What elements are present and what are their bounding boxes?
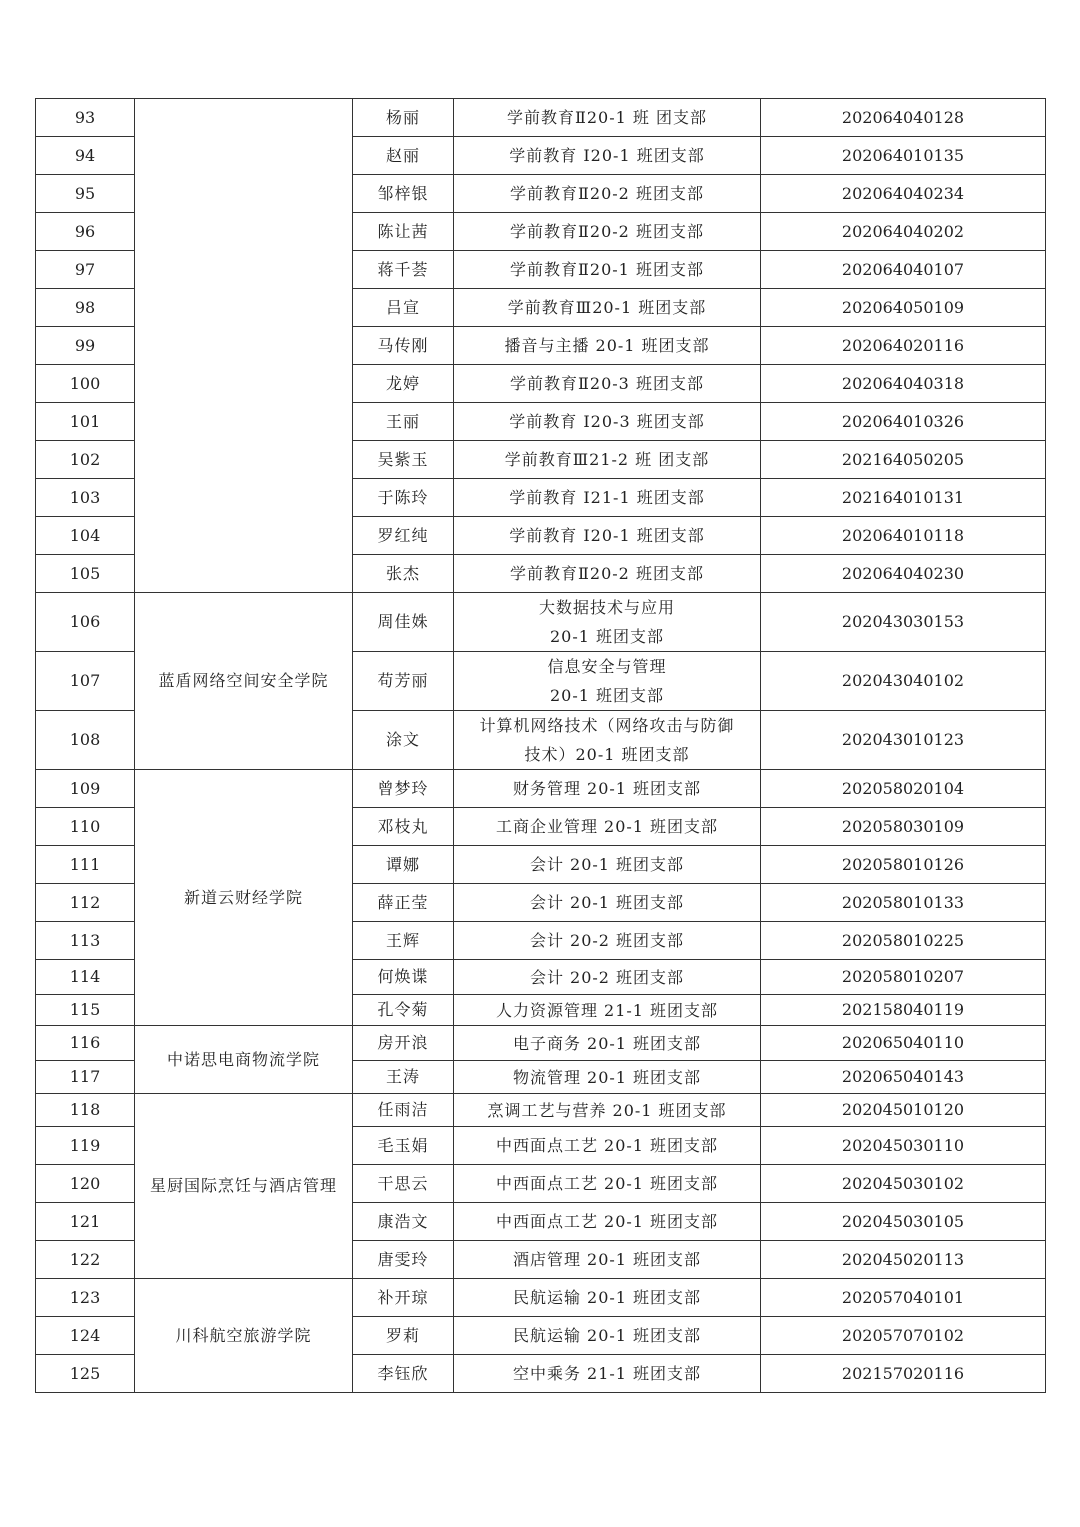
row-number: 113 (36, 922, 135, 960)
row-number: 99 (36, 327, 135, 365)
student-name: 房开浪 (353, 1026, 454, 1061)
student-id: 202045030102 (761, 1165, 1046, 1203)
table-row (36, 99, 1046, 137)
row-number: 100 (36, 365, 135, 403)
class-branch: 会计 20-2 班团支部 (454, 960, 761, 995)
student-id: 202065040143 (761, 1061, 1046, 1094)
table-row (36, 593, 1046, 652)
college-cell: 新道云财经学院 (135, 770, 353, 1026)
college-cell: 星厨国际烹饪与酒店管理 (135, 1094, 353, 1279)
student-id: 202058010207 (761, 960, 1046, 995)
class-branch: 中西面点工艺 20-1 班团支部 (454, 1127, 761, 1165)
student-id: 202064050109 (761, 289, 1046, 327)
class-branch: 信息安全与管理 20-1 班团支部 (454, 652, 761, 711)
student-name: 曾梦玲 (353, 770, 454, 808)
student-name: 陈让茜 (353, 213, 454, 251)
student-name: 吴紫玉 (353, 441, 454, 479)
row-number: 106 (36, 593, 135, 652)
student-id: 202058010133 (761, 884, 1046, 922)
student-id: 202064010326 (761, 403, 1046, 441)
class-branch: 学前教育 I20-3 班团支部 (454, 403, 761, 441)
student-id: 202058010225 (761, 922, 1046, 960)
class-branch: 学前教育Ⅱ20-2 班团支部 (454, 175, 761, 213)
student-name: 于陈玲 (353, 479, 454, 517)
row-number: 94 (36, 137, 135, 175)
student-name: 何焕谍 (353, 960, 454, 995)
student-name: 涂文 (353, 711, 454, 770)
student-name: 蒋千荟 (353, 251, 454, 289)
class-branch: 财务管理 20-1 班团支部 (454, 770, 761, 808)
student-id: 202045030110 (761, 1127, 1046, 1165)
class-branch: 民航运输 20-1 班团支部 (454, 1279, 761, 1317)
row-number: 109 (36, 770, 135, 808)
class-branch: 学前教育Ⅱ20-2 班团支部 (454, 213, 761, 251)
student-name: 谭娜 (353, 846, 454, 884)
student-id: 202045010120 (761, 1094, 1046, 1127)
student-id: 202064020116 (761, 327, 1046, 365)
student-name: 王涛 (353, 1061, 454, 1094)
student-id: 202058030109 (761, 808, 1046, 846)
student-id: 202043030153 (761, 593, 1046, 652)
student-name: 苟芳丽 (353, 652, 454, 711)
row-number: 104 (36, 517, 135, 555)
student-id: 202157020116 (761, 1355, 1046, 1393)
row-number: 93 (36, 99, 135, 137)
student-id: 202045030105 (761, 1203, 1046, 1241)
row-number: 118 (36, 1094, 135, 1127)
class-branch: 学前教育 I20-1 班团支部 (454, 517, 761, 555)
row-number: 120 (36, 1165, 135, 1203)
table-row (36, 1094, 1046, 1127)
class-branch: 会计 20-1 班团支部 (454, 884, 761, 922)
student-name: 孔令菊 (353, 995, 454, 1026)
student-name: 薛正莹 (353, 884, 454, 922)
row-number: 107 (36, 652, 135, 711)
student-id: 202158040119 (761, 995, 1046, 1026)
student-name: 邓枝丸 (353, 808, 454, 846)
student-id: 202043010123 (761, 711, 1046, 770)
row-number: 102 (36, 441, 135, 479)
student-id: 202065040110 (761, 1026, 1046, 1061)
student-id: 202064040230 (761, 555, 1046, 593)
class-branch: 学前教育Ⅱ20-1 班团支部 (454, 251, 761, 289)
table-row (36, 770, 1046, 808)
class-branch: 空中乘务 21-1 班团支部 (454, 1355, 761, 1393)
class-branch: 学前教育Ⅲ20-1 班团支部 (454, 289, 761, 327)
row-number: 116 (36, 1026, 135, 1061)
college-cell: 中诺思电商物流学院 (135, 1026, 353, 1094)
student-id: 202064040202 (761, 213, 1046, 251)
class-branch: 学前教育 I20-1 班团支部 (454, 137, 761, 175)
row-number: 97 (36, 251, 135, 289)
class-branch: 播音与主播 20-1 班团支部 (454, 327, 761, 365)
college-cell: 川科航空旅游学院 (135, 1279, 353, 1393)
college-cell (135, 99, 353, 593)
class-branch: 物流管理 20-1 班团支部 (454, 1061, 761, 1094)
class-branch: 会计 20-1 班团支部 (454, 846, 761, 884)
row-number: 101 (36, 403, 135, 441)
table-row (36, 1026, 1046, 1061)
row-number: 122 (36, 1241, 135, 1279)
class-branch: 中西面点工艺 20-1 班团支部 (454, 1165, 761, 1203)
student-id: 202064010135 (761, 137, 1046, 175)
student-name: 吕宣 (353, 289, 454, 327)
student-id: 202064040318 (761, 365, 1046, 403)
student-name: 龙婷 (353, 365, 454, 403)
row-number: 103 (36, 479, 135, 517)
student-id: 202058020104 (761, 770, 1046, 808)
row-number: 115 (36, 995, 135, 1026)
student-name: 王丽 (353, 403, 454, 441)
student-name: 任雨洁 (353, 1094, 454, 1127)
class-branch: 会计 20-2 班团支部 (454, 922, 761, 960)
class-branch: 学前教育Ⅱ20-1 班 团支部 (454, 99, 761, 137)
row-number: 95 (36, 175, 135, 213)
student-name: 杨丽 (353, 99, 454, 137)
student-id: 202064040234 (761, 175, 1046, 213)
row-number: 111 (36, 846, 135, 884)
class-branch: 民航运输 20-1 班团支部 (454, 1317, 761, 1355)
class-branch: 人力资源管理 21-1 班团支部 (454, 995, 761, 1026)
class-branch: 学前教育Ⅲ21-2 班 团支部 (454, 441, 761, 479)
student-id: 202057040101 (761, 1279, 1046, 1317)
student-name: 张杰 (353, 555, 454, 593)
student-name: 唐雯玲 (353, 1241, 454, 1279)
student-name: 干思云 (353, 1165, 454, 1203)
student-id: 202064010118 (761, 517, 1046, 555)
class-branch: 学前教育 I21-1 班团支部 (454, 479, 761, 517)
table-row (36, 1279, 1046, 1317)
student-id: 202064040107 (761, 251, 1046, 289)
student-name: 李钰欣 (353, 1355, 454, 1393)
row-number: 123 (36, 1279, 135, 1317)
student-name: 罗红纯 (353, 517, 454, 555)
row-number: 117 (36, 1061, 135, 1094)
row-number: 124 (36, 1317, 135, 1355)
class-branch: 工商企业管理 20-1 班团支部 (454, 808, 761, 846)
row-number: 105 (36, 555, 135, 593)
class-branch: 烹调工艺与营养 20-1 班团支部 (454, 1094, 761, 1127)
student-id: 202058010126 (761, 846, 1046, 884)
student-name: 罗莉 (353, 1317, 454, 1355)
student-name: 赵丽 (353, 137, 454, 175)
row-number: 98 (36, 289, 135, 327)
row-number: 108 (36, 711, 135, 770)
student-id: 202043040102 (761, 652, 1046, 711)
student-name: 毛玉娟 (353, 1127, 454, 1165)
student-id: 202057070102 (761, 1317, 1046, 1355)
roster-table (35, 98, 1046, 1393)
student-name: 邹梓银 (353, 175, 454, 213)
class-branch: 中西面点工艺 20-1 班团支部 (454, 1203, 761, 1241)
student-id: 202164010131 (761, 479, 1046, 517)
student-name: 马传刚 (353, 327, 454, 365)
row-number: 125 (36, 1355, 135, 1393)
row-number: 119 (36, 1127, 135, 1165)
class-branch: 电子商务 20-1 班团支部 (454, 1026, 761, 1061)
class-branch: 计算机网络技术（网络攻击与防御 技术）20-1 班团支部 (454, 711, 761, 770)
class-branch: 酒店管理 20-1 班团支部 (454, 1241, 761, 1279)
class-branch: 学前教育Ⅱ20-3 班团支部 (454, 365, 761, 403)
row-number: 112 (36, 884, 135, 922)
row-number: 121 (36, 1203, 135, 1241)
roster-table-body (36, 99, 1046, 1393)
row-number: 114 (36, 960, 135, 995)
student-name: 王辉 (353, 922, 454, 960)
student-name: 补开琼 (353, 1279, 454, 1317)
student-name: 周佳姝 (353, 593, 454, 652)
student-id: 202064040128 (761, 99, 1046, 137)
class-branch: 学前教育Ⅱ20-2 班团支部 (454, 555, 761, 593)
student-id: 202045020113 (761, 1241, 1046, 1279)
student-name: 康浩文 (353, 1203, 454, 1241)
student-id: 202164050205 (761, 441, 1046, 479)
row-number: 110 (36, 808, 135, 846)
college-cell: 蓝盾网络空间安全学院 (135, 593, 353, 770)
class-branch: 大数据技术与应用 20-1 班团支部 (454, 593, 761, 652)
row-number: 96 (36, 213, 135, 251)
